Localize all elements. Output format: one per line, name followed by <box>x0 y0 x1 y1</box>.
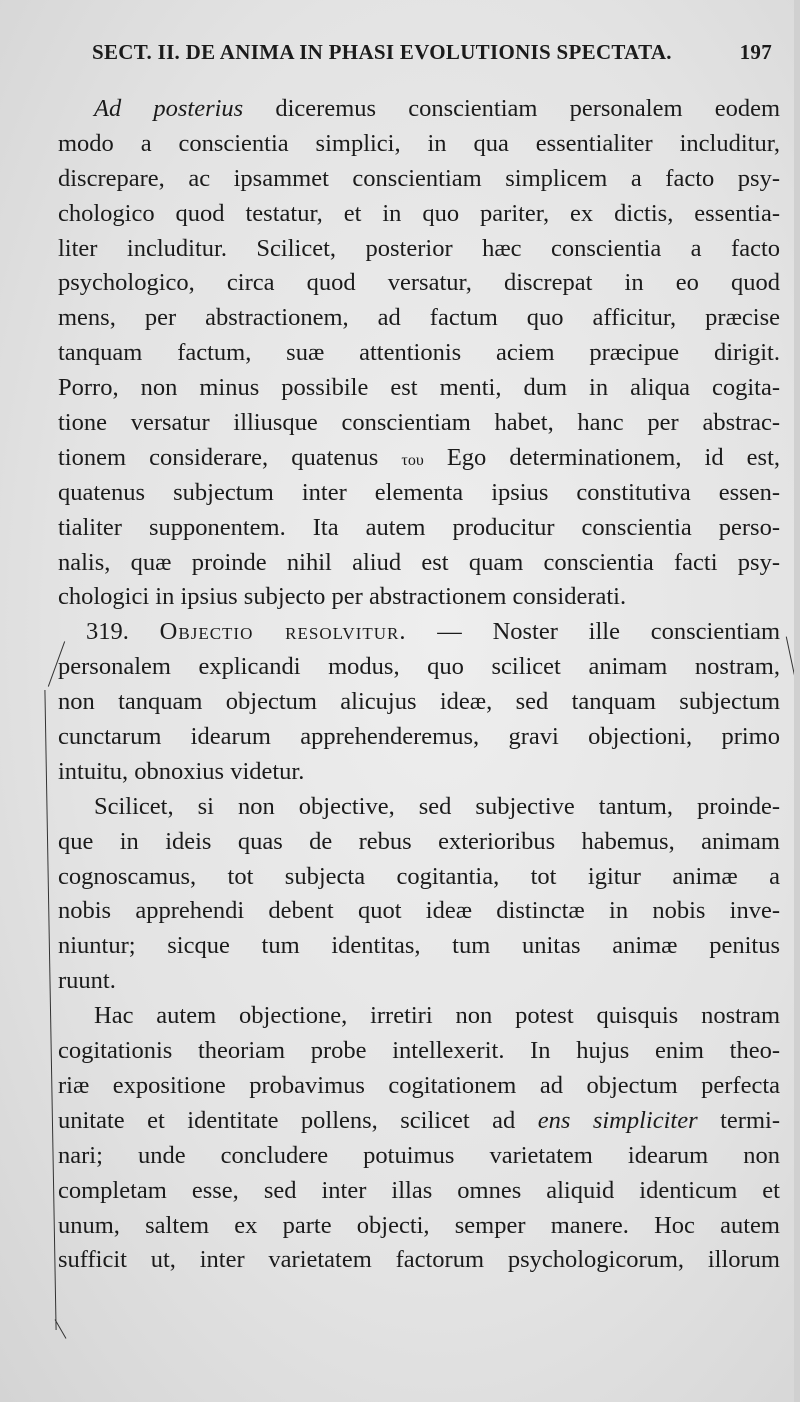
text-line: tanquam factum, suæ attentionis aciem præcipue dirigit. <box>58 339 780 367</box>
text-line: tialiter supponentem. Ita autem producitur conscientia perso- <box>58 513 780 541</box>
text-line: personalem explicandi modus, quo scilicet animam nostram, <box>58 653 780 681</box>
italic-phrase: ens simpliciter <box>537 1106 698 1134</box>
text-line: intuitu, obnoxius videtur. <box>58 757 305 785</box>
text-line: discrepare, ac ipsammet conscientiam simplicem a facto psy- <box>58 164 780 192</box>
text-line: unum, saltem ex parte objecti, semper manere. Hoc autem <box>58 1211 780 1239</box>
text-line: Hac autem objectione, irretiri non potest quisquis nostram <box>94 1002 780 1030</box>
greek-article: του <box>401 451 424 469</box>
text-line: cognoscamus, tot subjecta cogitantia, tot igitur animæ a <box>58 862 780 890</box>
running-header <box>92 40 772 65</box>
section-heading-line: 319. Objectio resolvitur. — Noster ille conscientiam <box>86 618 781 646</box>
section-number: 319. <box>86 618 129 646</box>
italic-lead: Ad posterius <box>94 95 244 122</box>
text-line: unitate et identitate pollens, scilicet ad ens simpliciter termi- <box>58 1106 780 1134</box>
text-line: niuntur; sicque tum identitas, tum unitas animæ penitus <box>58 932 780 960</box>
text-line: liter includitur. Scilicet, posterior hæc conscientia a facto <box>58 234 780 262</box>
text-line: mens, per abstractionem, ad factum quo afficitur, præcise <box>58 304 780 332</box>
text-line: non tanquam objectum alicujus ideæ, sed tanquam subjectum <box>58 688 780 716</box>
section-heading: Objectio resolvitur. <box>159 618 407 646</box>
text-line: ruunt. <box>58 967 116 995</box>
text-line: psychologico, circa quod versatur, discrepat in eo quod <box>58 269 780 297</box>
text-line: tione versatur illiusque conscientiam habet, hanc per abstrac- <box>58 409 780 437</box>
text-line: chologico quod testatur, et in quo pariter, ex dictis, essentia- <box>58 199 780 227</box>
text-line: quatenus subjectum inter elementa ipsius constitutiva essen- <box>58 478 780 506</box>
text-line: nobis apprehendi debent quot ideæ distinctæ in nobis inve- <box>58 897 780 925</box>
running-title: SECT. II. DE ANIMA IN PHASI EVOLUTIONIS SPECTATA. <box>92 40 672 64</box>
margin-line-mark <box>44 690 56 1330</box>
text-line: sufficit ut, inter varietatem factorum psychologicorum, illorum <box>58 1246 780 1274</box>
body-text <box>58 92 780 1278</box>
page-edge <box>794 0 800 1402</box>
text-line: nalis, quæ proinde nihil aliud est quam conscientia facti psy- <box>58 548 780 576</box>
text-line: completam esse, sed inter illas omnes aliquid identicum et <box>58 1176 780 1204</box>
text-line: modo a conscientia simplici, in qua essentialiter includitur, <box>58 129 780 157</box>
page-number: 197 <box>739 40 772 64</box>
text-line: Porro, non minus possibile est menti, dum in aliqua cogita- <box>58 374 780 402</box>
text-line: nari; unde concludere potuimus varietatem idearum non <box>58 1141 780 1169</box>
text-line: Scilicet, si non objective, sed subjective tantum, proinde- <box>94 792 780 820</box>
text-line: cogitationis theoriam probe intellexerit. In hujus enim theo- <box>58 1037 780 1065</box>
text-line: Ad posterius diceremus conscientiam personalem eodem <box>94 95 780 122</box>
text-line: que in ideis quas de rebus exterioribus habemus, animam <box>58 827 780 855</box>
text-line: tionem considerare, quatenus του Ego determinationem, id est, <box>58 443 781 471</box>
text-line: chologici in ipsius subjecto per abstractionem considerati. <box>58 583 627 611</box>
text-line: riæ expositione probavimus cogitationem ad objectum perfecta <box>58 1071 780 1099</box>
text-line: cunctarum idearum apprehenderemus, gravi objectioni, primo <box>58 723 780 751</box>
